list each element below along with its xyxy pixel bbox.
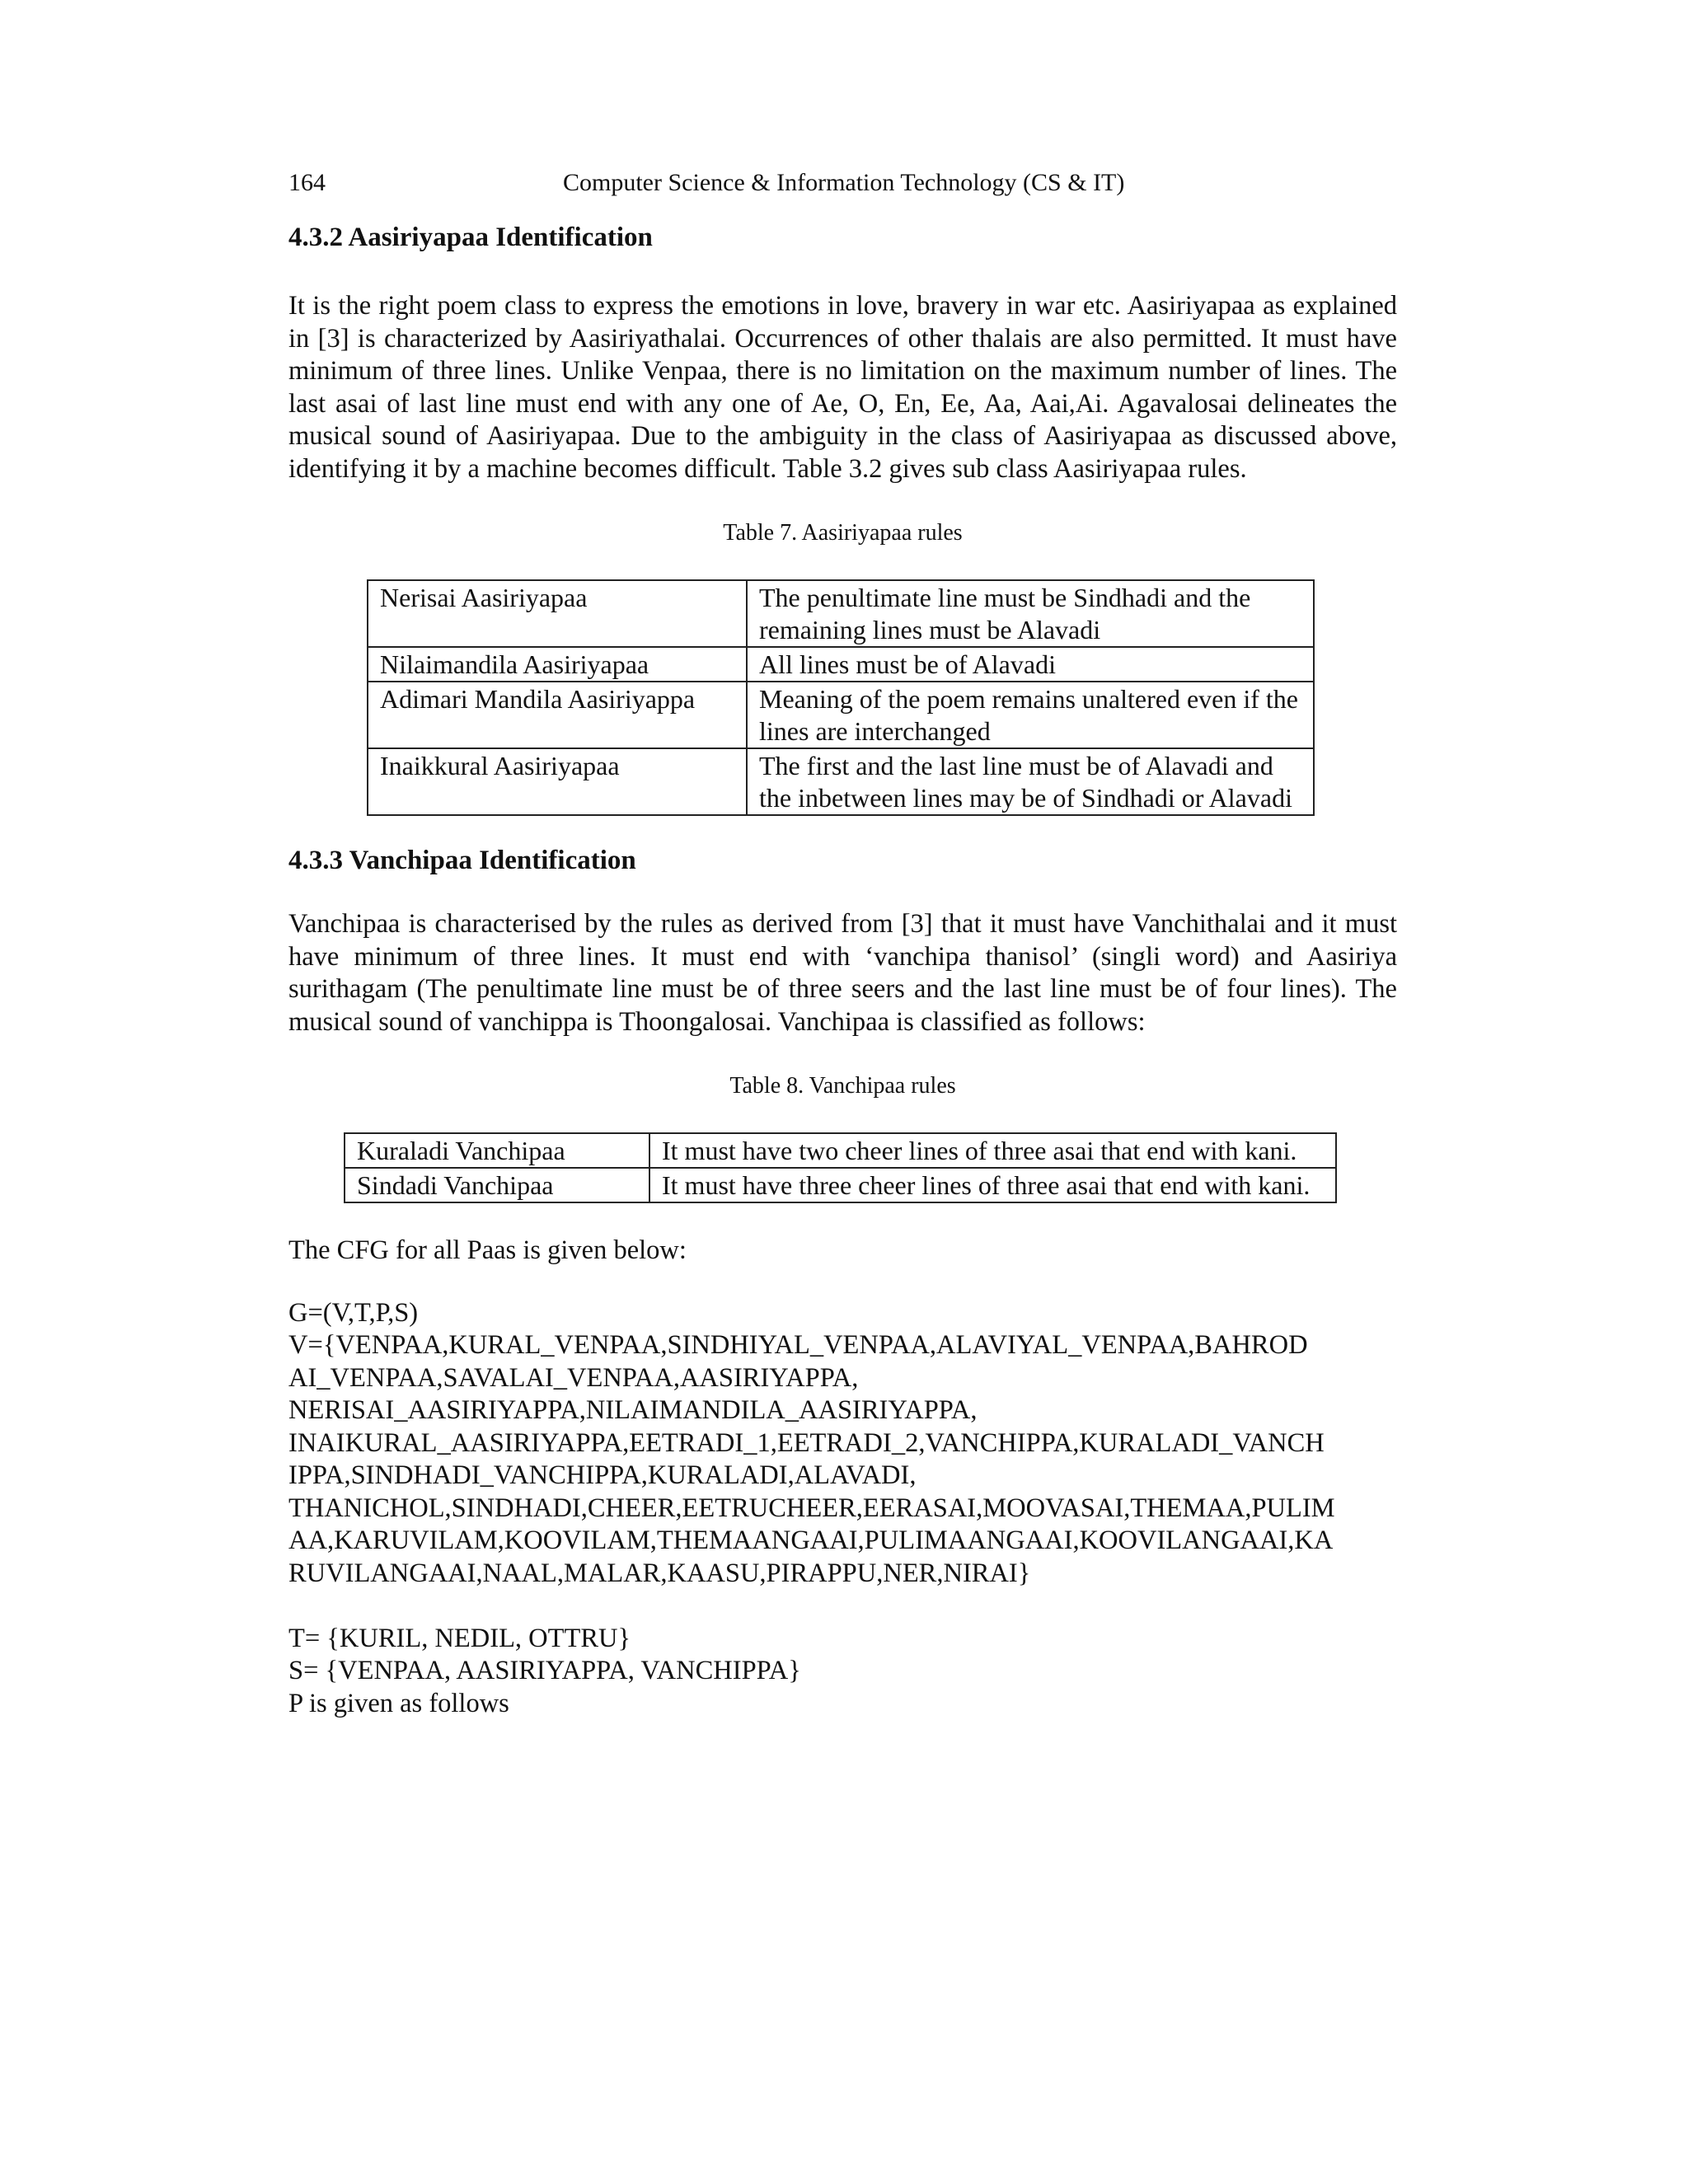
cfg-v-line: THANICHOL,SINDHADI,CHEER,EETRUCHEER,EERASAI,MOOVASAI,THEMAA,PULIM <box>288 1493 1335 1523</box>
cfg-v-line: RUVILANGAAI,NAAL,MALAR,KAASU,PIRAPPU,NER,NIRAI} <box>288 1558 1031 1588</box>
table-row <box>368 748 1314 815</box>
cfg-t-line: T= {KURIL, NEDIL, OTTRU} <box>288 1623 631 1653</box>
page-number: 164 <box>288 169 326 196</box>
table-cell-rule: It must have two cheer lines of three asai that end with kani. <box>649 1133 1336 1168</box>
cfg-v-line: AA,KARUVILAM,KOOVILAM,THEMAANGAAI,PULIMAANGAAI,KOOVILANGAAI,KA <box>288 1526 1334 1555</box>
table-cell-name: Adimari Mandila Aasiriyappa <box>368 682 747 748</box>
cfg-v-line: NERISAI_AASIRIYAPPA,NILAIMANDILA_AASIRIYAPPA, <box>288 1395 978 1425</box>
table-row <box>368 647 1314 682</box>
table-cell-rule: The first and the last line must be of Alavadi and the inbetween lines may be of Sindhadi or Alavadi <box>747 748 1314 815</box>
table-row <box>368 580 1314 647</box>
table-cell-name: Inaikkural Aasiriyapaa <box>368 748 747 815</box>
section-heading-4-3-2: 4.3.2 Aasiriyapaa Identification <box>288 223 653 252</box>
cfg-v-line: V={VENPAA,KURAL_VENPAA,SINDHIYAL_VENPAA,ALAVIYAL_VENPAA,BAHROD <box>288 1330 1308 1360</box>
cfg-v-line: IPPA,SINDHADI_VANCHIPPA,KURALADI,ALAVADI, <box>288 1460 917 1490</box>
table-cell-name: Nilaimandila Aasiriyapaa <box>368 647 747 682</box>
running-header <box>288 165 1397 201</box>
cfg-intro: The CFG for all Paas is given below: <box>288 1235 687 1265</box>
table-8 <box>344 1132 1337 1203</box>
journal-title: Computer Science & Information Technology (CS & IT) <box>563 169 1125 196</box>
section-paragraph-4-3-2: It is the right poem class to express the emotions in love, bravery in war etc. Aasiriyapaa as explained in [3] is characterized by Aasiriyathalai. Occurrences of other thalais are also permitted. It must have minimum of three lines. Unlike Venpaa, there is no limitation on the maximum number of lines. The last asai of last line must end with any one of Ae, O, En, Ee, Aa, Aai,Ai. Agavalosai delineates the musical sound of Aasiriyapaa. Due to the ambiguity in the class of Aasiriyapaa as discussed above, identifying it by a machine becomes difficult. Table 3.2 gives sub class Aasiriyapaa rules. <box>288 291 1397 484</box>
cfg-s-line: S= {VENPAA, AASIRIYAPPA, VANCHIPPA} <box>288 1656 801 1685</box>
table-8-caption: Table 8. Vanchipaa rules <box>729 1073 956 1099</box>
cfg-v-line: AI_VENPAA,SAVALAI_VENPAA,AASIRIYAPPA, <box>288 1362 859 1393</box>
section-paragraph-4-3-3: Vanchipaa is characterised by the rules as derived from [3] that it must have Vanchithalai and it must have minimum of three lines. It must end with ‘vanchipa thanisol’ (singli word) and Aasiriya surithagam (The penultimate line must be of three seers and the last line must be of four lines). The musical sound of vanchippa is Thoongalosai. Vanchipaa is classified as follows: <box>288 909 1397 1037</box>
cfg-g-line: G=(V,T,P,S) <box>288 1297 419 1328</box>
table-7 <box>367 579 1315 816</box>
section-heading-4-3-3: 4.3.3 Vanchipaa Identification <box>288 846 636 875</box>
table-7-caption: Table 7. Aasiriyapaa rules <box>723 520 963 546</box>
table-cell-rule: It must have three cheer lines of three asai that end with kani. <box>649 1168 1336 1202</box>
table-cell-rule: All lines must be of Alavadi <box>747 647 1314 682</box>
table-row <box>345 1133 1336 1168</box>
table-cell-rule: Meaning of the poem remains unaltered even if the lines are interchanged <box>747 682 1314 748</box>
table-row <box>368 682 1314 748</box>
page <box>288 165 1397 1720</box>
table-cell-rule: The penultimate line must be Sindhadi and the remaining lines must be Alavadi <box>747 580 1314 647</box>
table-cell-name: Sindadi Vanchipaa <box>345 1168 649 1202</box>
table-row <box>345 1168 1336 1202</box>
cfg-p-line: P is given as follows <box>288 1688 509 1718</box>
table-cell-name: Nerisai Aasiriyapaa <box>368 580 747 647</box>
cfg-grammar <box>288 1297 1397 1721</box>
cfg-v-line: INAIKURAL_AASIRIYAPPA,EETRADI_1,EETRADI_2,VANCHIPPA,KURALADI_VANCH <box>288 1427 1325 1458</box>
table-cell-name: Kuraladi Vanchipaa <box>345 1133 649 1168</box>
